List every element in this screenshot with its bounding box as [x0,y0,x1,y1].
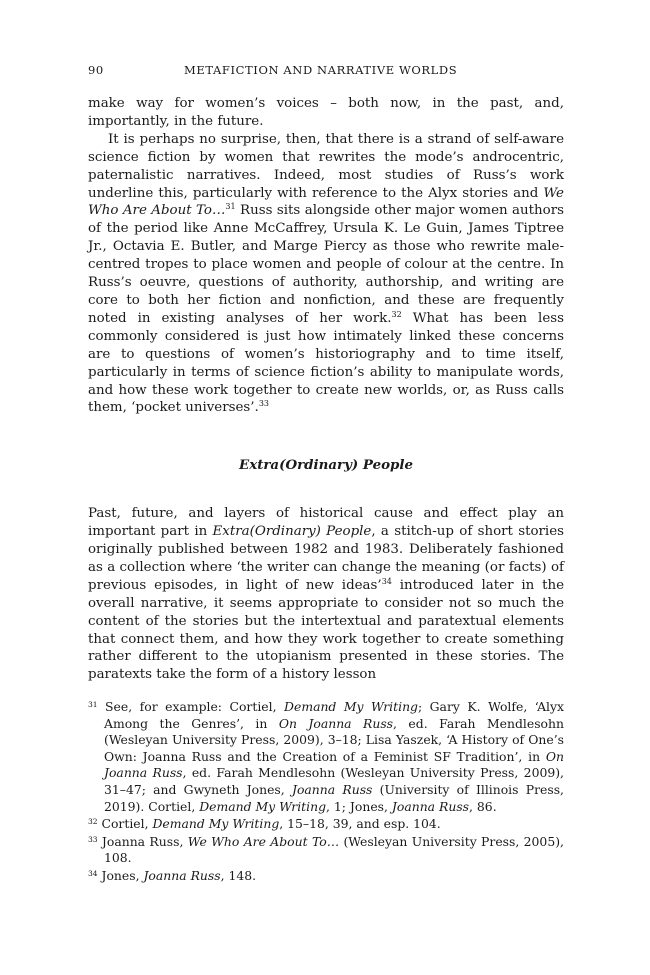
text-run: , a stitch-up of short stories originally published between 1982 and 1983. Deliberately fashioned as a collection where ‘the writer can change the meaning (or facts) of previous episodes, in light of new ideas’ [88,524,565,593]
text-run: Russ sits alongside other major women authors of the period like Anne McCaffrey, Ursula K. Le Guin, James Tiptree Jr., Octavia E. Butler, and Marge Piercy as those who rewrite male-centred tropes to place women and people of colour at the centre. In Russ’s oeuvre, questions of authority, authorship, and writing are core to both her fiction and nonfiction, and these are frequently noted in existing analyses of her work. [88,203,565,326]
title-italic: On Joanna Russ [104,748,564,781]
footnote-ref-31[interactable]: 31 [225,202,236,212]
title-italic: Joanna Russ [143,867,221,883]
title-italic: We Who Are About To… [88,185,564,219]
footnote-number: 31 [88,700,98,709]
text-run: Jones, [97,867,144,883]
footnote-number: 33 [88,834,98,844]
footnote-ref-32[interactable]: 32 [391,309,402,319]
title-italic: Demand My Writing [199,798,327,814]
footnote-number: 32 [88,817,98,827]
body-text [88,95,564,684]
paragraph-1: make way for women’s voices – both now, in the past, and, importantly, in the future. [88,96,564,129]
text-run: , ed. Farah Mendlesohn (Wesleyan University Press, 2009), 3–18; Lisa Yaszek, ‘A History of One’s Own: Joanna Russ and the Creation of a Feminist SF Tradition’, in [104,715,564,764]
text-run: Past, future, and layers of historical cause and effect play an important part in [88,506,564,540]
footnote-34 [88,868,564,885]
text-run: It is perhaps no surprise, then, that there is a strand of self-aware science fiction by women that rewrites the mode’s androcentric, paternalistic narratives. Indeed, most studies of Russ’s work underline this, particularly with reference to the Alyx stories and [88,131,564,201]
section-heading: Extra(Ordinary) People [239,457,413,474]
text-run: See, for example: Cortiel, [97,699,285,714]
footnote-number: 34 [88,868,98,878]
footnote-ref-34[interactable]: 34 [381,576,392,586]
title-italic: Joanna Russ [291,781,373,797]
text-run: introduced later in the overall narrative, it seems appropriate to consider not so much the content of the stories but the intertextual and paratextual elements that connect them, and how they work together to create something rather different to the utopianism presented in these stories. The paratexts take the form of a history lesson [88,577,565,683]
footnote-31 [88,699,564,815]
text-run: (Wesleyan University Press, 2005), 108. [104,833,564,866]
running-title: METAFICTION AND NARRATIVE WORLDS [184,63,458,77]
text-run: (University of Illinois Press, 2019). Cortiel, [104,781,564,814]
footnote-32 [88,816,564,833]
page-number: 90 [88,63,104,77]
title-italic: Extra(Ordinary) People [212,524,372,540]
text-run: , 86. [469,798,497,814]
paragraph-2 [88,131,564,418]
text-run: What has been less commonly considered is just how intimately linked these concerns are to questions of women’s historiography and to time itself, particularly in terms of science fiction’s ability to manipulate words, and how these work together to create new worlds, or, as Russ calls them, ‘pocket universes’. [88,310,564,416]
title-italic: On Joanna Russ [278,715,394,731]
paragraph-3 [88,505,564,684]
footnote-ref-33[interactable]: 33 [258,399,269,409]
title-italic: Demand My Writing [152,816,280,832]
footnotes [88,699,564,886]
text-run: , ed. Farah Mendlesohn (Wesleyan University Press, 2009), 31–47; and Gwyneth Jones, [104,765,564,797]
title-italic: Joanna Russ [391,798,470,814]
text-run: , 148. [220,867,257,883]
footnote-33 [88,834,564,867]
text-run: , 1; Jones, [326,798,392,814]
text-run: , 15–18, 39, and esp. 104. [279,816,441,832]
title-italic: Demand My Writing [284,699,418,714]
text-run: Cortiel, [97,816,153,832]
text-run: Joanna Russ, [97,833,188,849]
text-run: ; Gary K. Wolfe, ‘Alyx Among the Genres’, in [104,699,564,731]
title-italic: We Who Are About To… [187,833,340,849]
